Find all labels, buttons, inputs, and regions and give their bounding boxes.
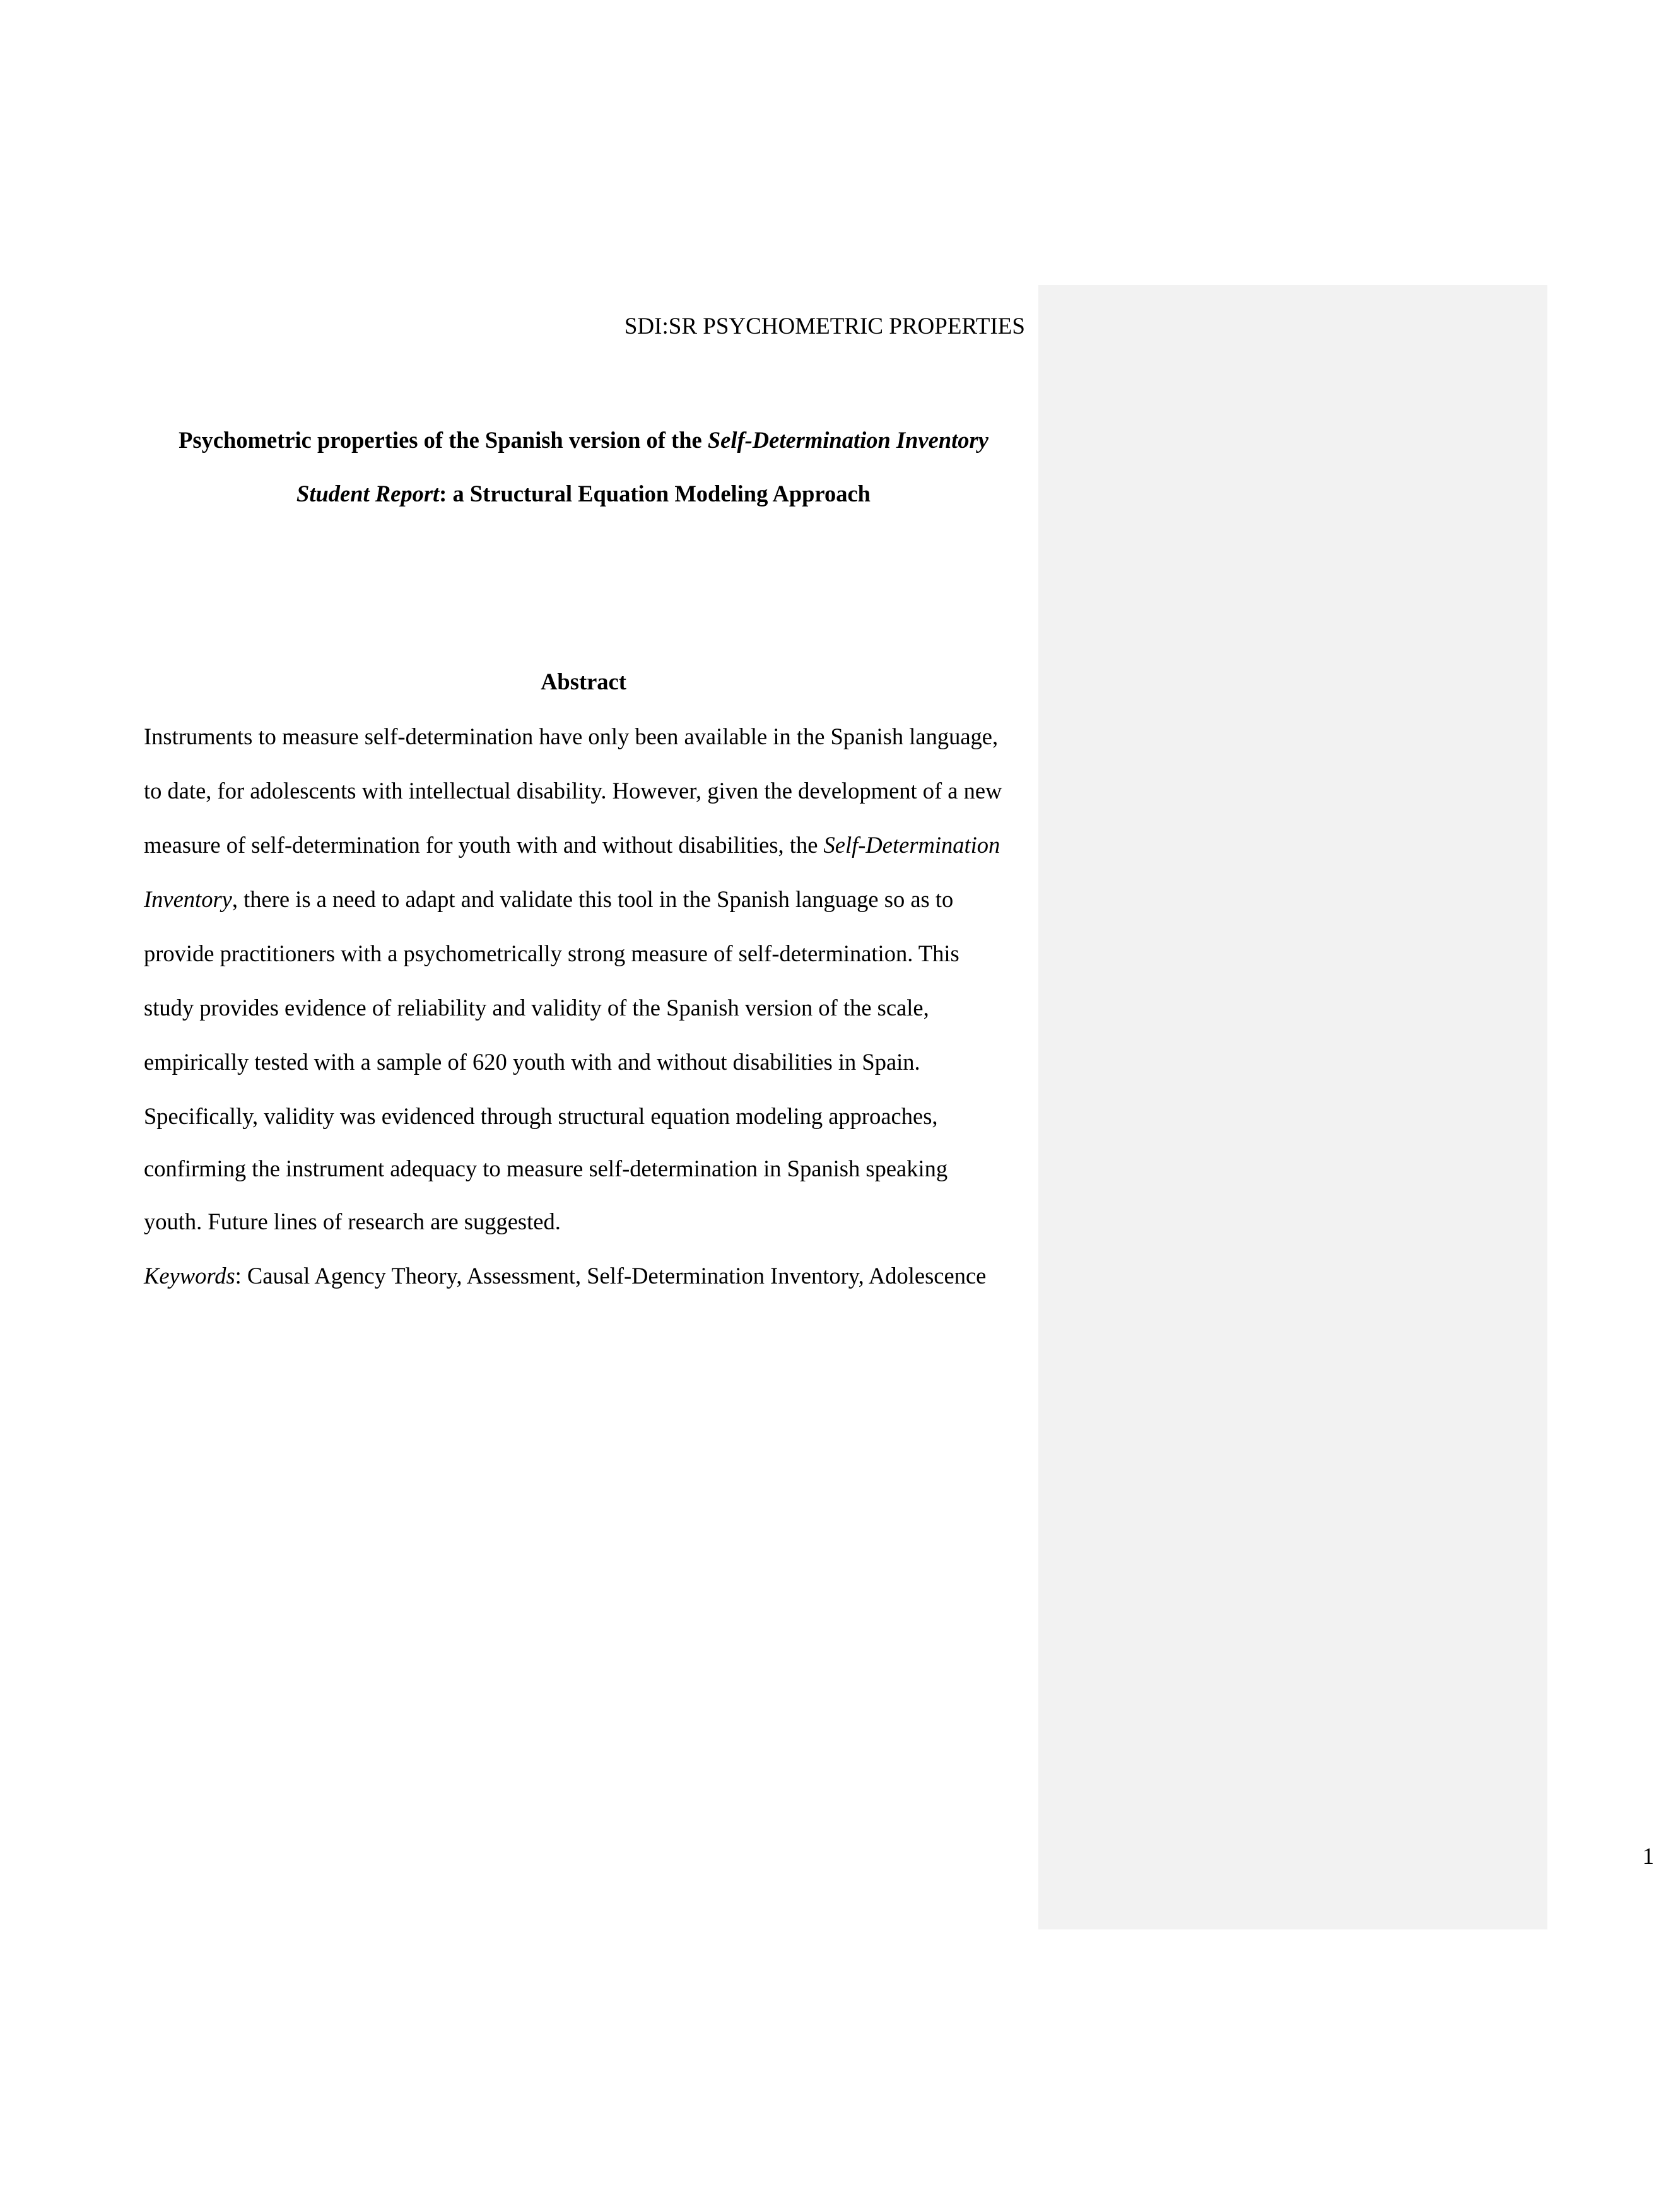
running-head: SDI:SR PSYCHOMETRIC PROPERTIES [624, 313, 1025, 339]
title-line-2 [144, 467, 1023, 521]
abstract-line: youth. Future lines of research are suggested. [144, 1208, 561, 1234]
title-regular-text: Psychometric properties of the Spanish version of the [179, 427, 708, 453]
title-italic-text: Self-Determination Inventory [707, 427, 988, 453]
abstract-heading: Abstract [541, 669, 626, 694]
keywords-line [144, 1249, 1027, 1303]
abstract-line: study provides evidence of reliability and validity of the Spanish version of the scale, [144, 995, 929, 1021]
abstract-text: measure of self-determination for youth with and without disabilities, the [144, 832, 824, 858]
abstract-line: to date, for adolescents with intellectual disability. However, given the development of a new [144, 778, 1002, 804]
title-line-1 [144, 413, 1023, 467]
abstract-line: confirming the instrument adequacy to measure self-determination in Spanish speaking [144, 1156, 948, 1181]
abstract-line [144, 872, 1027, 927]
abstract-line [144, 818, 1027, 872]
keywords-text: : Causal Agency Theory, Assessment, Self-Determination Inventory, Adolescence [235, 1263, 987, 1289]
abstract-italic-text: Inventory [144, 886, 232, 912]
title-regular-text: : a Structural Equation Modeling Approach [439, 481, 871, 506]
abstract-italic-text: Self-Determination [823, 832, 1000, 858]
page-number: 1 [1642, 1843, 1654, 1869]
abstract-text: , there is a need to adapt and validate this tool in the Spanish language so as to [232, 886, 954, 912]
keywords-label: Keywords [144, 1263, 235, 1289]
title-italic-text: Student Report [296, 481, 440, 506]
abstract-line: Instruments to measure self-determination have only been available in the Spanish language, [144, 723, 999, 749]
abstract-line: Specifically, validity was evidenced through structural equation modeling approaches, [144, 1103, 938, 1129]
comment-margin-pane [1038, 285, 1547, 1929]
abstract-line: empirically tested with a sample of 620 youth with and without disabilities in Spain. [144, 1049, 920, 1075]
abstract-line: provide practitioners with a psychometrically strong measure of self-determination. This [144, 940, 959, 966]
